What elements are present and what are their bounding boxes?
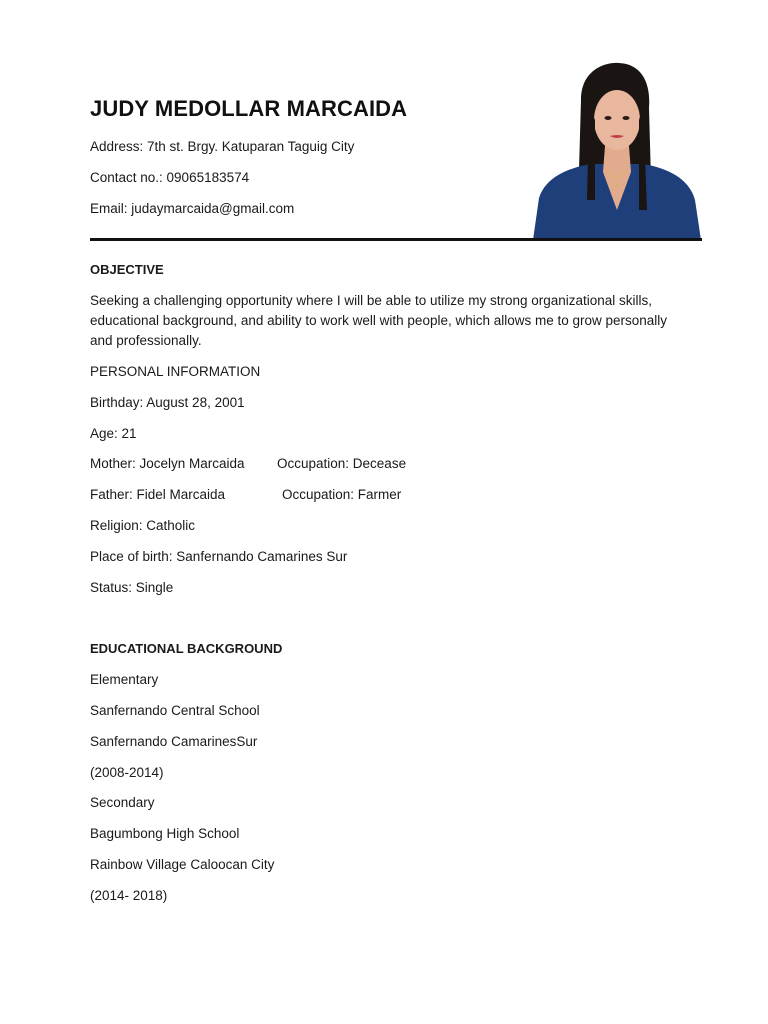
education-line: Elementary xyxy=(90,672,159,687)
birthday-line: Birthday: August 28, 2001 xyxy=(90,395,245,410)
education-heading: EDUCATIONAL BACKGROUND xyxy=(90,641,283,656)
education-line: Sanfernando CamarinesSur xyxy=(90,734,258,749)
education-line: Bagumbong High School xyxy=(90,826,240,841)
status-line: Status: Single xyxy=(90,580,174,595)
address-line: Address: 7th st. Brgy. Katuparan Taguig City xyxy=(90,139,355,154)
religion-line: Religion: Catholic xyxy=(90,518,196,533)
contact-line: Contact no.: 09065183574 xyxy=(90,170,250,185)
personal-info-heading: PERSONAL INFORMATION xyxy=(90,364,261,379)
header-divider xyxy=(90,238,702,241)
email-line: Email: judaymarcaida@gmail.com xyxy=(90,201,295,216)
birthplace-line: Place of birth: Sanfernando Camarines Sur xyxy=(90,549,348,564)
education-line: Sanfernando Central School xyxy=(90,703,260,718)
profile-photo xyxy=(533,60,701,240)
father-line: Father: Fidel Marcaida xyxy=(90,487,226,502)
mother-occupation: Occupation: Decease xyxy=(277,456,407,471)
education-line: (2014- 2018) xyxy=(90,888,168,903)
objective-text: Seeking a challenging opportunity where I will be able to utilize my strong organizational skills, educational background, and ability to work well with people, which allows me to grow personally and professionally. xyxy=(90,293,668,348)
mother-line: Mother: Jocelyn Marcaida xyxy=(90,456,245,471)
father-occupation: Occupation: Farmer xyxy=(282,487,402,502)
education-line: Secondary xyxy=(90,795,155,810)
education-line: Rainbow Village Caloocan City xyxy=(90,857,275,872)
objective-heading: OBJECTIVE xyxy=(90,262,164,277)
age-line: Age: 21 xyxy=(90,426,137,441)
applicant-name: JUDY MEDOLLAR MARCAIDA xyxy=(90,96,408,121)
education-line: (2008-2014) xyxy=(90,765,164,780)
